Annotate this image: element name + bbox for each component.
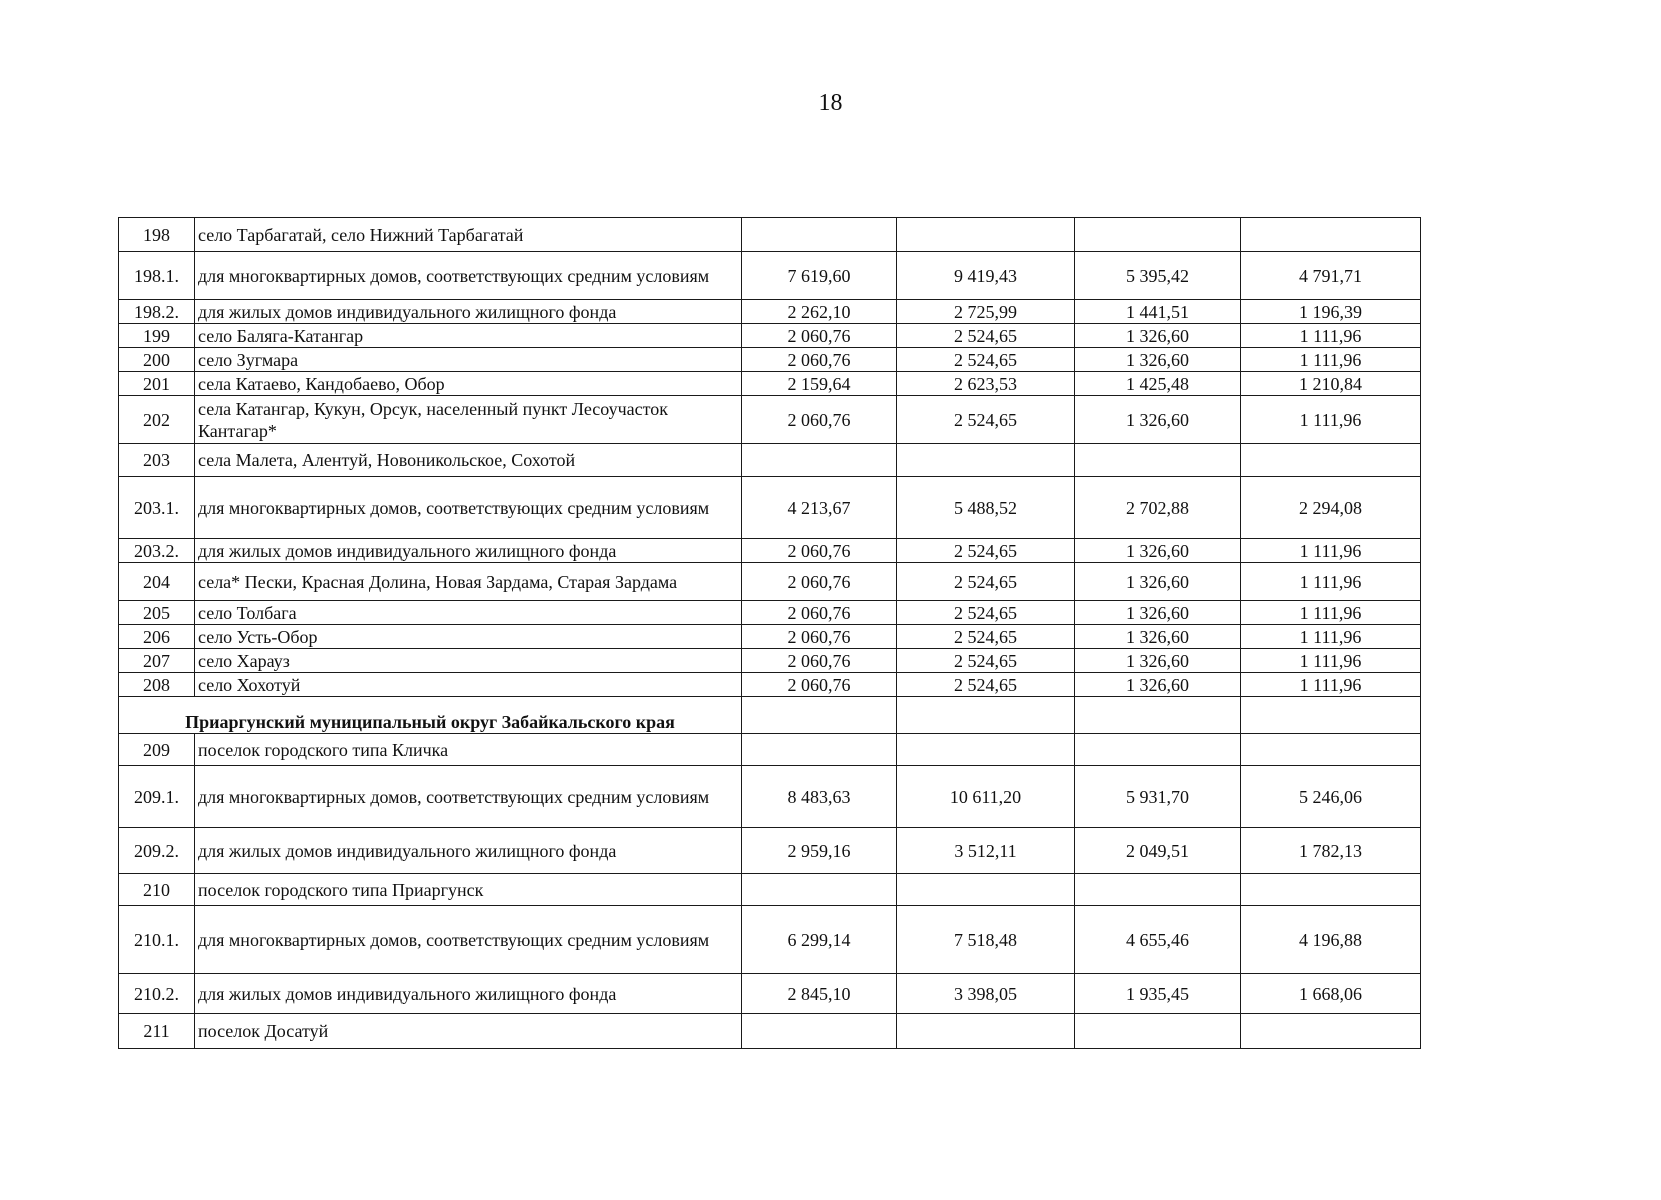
value-cell-1: 7 619,60 [742,252,897,300]
value-cell-3: 1 935,45 [1075,974,1241,1014]
settlement-name-cell: село Зугмара [195,348,742,372]
value-cell-2: 2 524,65 [897,601,1075,625]
empty-value-cell [897,697,1075,734]
value-cell-2 [897,1014,1075,1049]
empty-value-cell [1241,697,1421,734]
row-number-cell: 209.2. [119,828,195,874]
table-row [119,372,1421,396]
table-row [119,477,1421,539]
settlement-name-cell: для жилых домов индивидуального жилищного фонда [195,300,742,324]
table-row [119,1014,1421,1049]
value-cell-4 [1241,218,1421,252]
value-cell-4: 1 196,39 [1241,300,1421,324]
value-cell-4 [1241,734,1421,766]
value-cell-1: 2 060,76 [742,625,897,649]
row-number-cell: 203 [119,444,195,477]
value-cell-3 [1075,874,1241,906]
value-cell-1: 8 483,63 [742,766,897,828]
settlement-name-cell: поселок городского типа Приаргунск [195,874,742,906]
value-cell-3: 1 326,60 [1075,649,1241,673]
value-cell-3: 1 425,48 [1075,372,1241,396]
table-row [119,252,1421,300]
value-cell-3 [1075,444,1241,477]
value-cell-3: 1 326,60 [1075,539,1241,563]
row-number-cell: 206 [119,625,195,649]
value-cell-1: 2 159,64 [742,372,897,396]
settlement-name-cell: для многоквартирных домов, соответствующих средним условиям [195,766,742,828]
value-cell-4: 1 111,96 [1241,539,1421,563]
value-cell-3 [1075,218,1241,252]
row-number-cell: 209 [119,734,195,766]
value-cell-2: 5 488,52 [897,477,1075,539]
settlement-name-cell: для жилых домов индивидуального жилищного фонда [195,974,742,1014]
value-cell-1 [742,1014,897,1049]
empty-value-cell [1075,697,1241,734]
settlement-name-cell: села Малета, Алентуй, Новоникольское, Сохотой [195,444,742,477]
settlement-name-cell: села Катангар, Кукун, Орсук, населенный пункт Лесоучасток Кантагар* [195,396,742,444]
value-cell-3: 1 441,51 [1075,300,1241,324]
value-cell-4 [1241,1014,1421,1049]
table-row [119,324,1421,348]
table-row [119,218,1421,252]
value-cell-3: 4 655,46 [1075,906,1241,974]
value-cell-2: 10 611,20 [897,766,1075,828]
value-cell-4: 4 791,71 [1241,252,1421,300]
value-cell-2: 2 524,65 [897,563,1075,601]
value-cell-1: 2 262,10 [742,300,897,324]
value-cell-1: 6 299,14 [742,906,897,974]
value-cell-2: 9 419,43 [897,252,1075,300]
value-cell-3: 5 931,70 [1075,766,1241,828]
settlement-name-cell: для многоквартирных домов, соответствующих средним условиям [195,252,742,300]
settlement-name-cell: для многоквартирных домов, соответствующих средним условиям [195,477,742,539]
table-row [119,649,1421,673]
value-cell-4: 1 111,96 [1241,396,1421,444]
value-cell-2 [897,874,1075,906]
value-cell-4: 1 111,96 [1241,625,1421,649]
value-cell-2: 3 512,11 [897,828,1075,874]
row-number-cell: 202 [119,396,195,444]
value-cell-4: 1 668,06 [1241,974,1421,1014]
row-number-cell: 209.1. [119,766,195,828]
value-cell-2: 2 524,65 [897,539,1075,563]
value-cell-2 [897,734,1075,766]
value-cell-3 [1075,1014,1241,1049]
value-cell-2 [897,218,1075,252]
value-cell-3: 1 326,60 [1075,324,1241,348]
value-cell-3: 5 395,42 [1075,252,1241,300]
table-row [119,874,1421,906]
value-cell-4 [1241,874,1421,906]
value-cell-1 [742,874,897,906]
value-cell-4: 2 294,08 [1241,477,1421,539]
row-number-cell: 200 [119,348,195,372]
row-number-cell: 203.2. [119,539,195,563]
value-cell-2: 2 623,53 [897,372,1075,396]
value-cell-2: 7 518,48 [897,906,1075,974]
value-cell-2: 2 725,99 [897,300,1075,324]
value-cell-4: 1 210,84 [1241,372,1421,396]
settlement-name-cell: села Катаево, Кандобаево, Обор [195,372,742,396]
table-row [119,974,1421,1014]
section-title: Приаргунский муниципальный округ Забайкальского края [119,697,742,734]
tariff-table [118,217,1421,1049]
settlement-name-cell: село Тарбагатай, село Нижний Тарбагатай [195,218,742,252]
value-cell-3: 1 326,60 [1075,601,1241,625]
section-header-row [119,697,1421,734]
value-cell-1: 2 060,76 [742,673,897,697]
row-number-cell: 198 [119,218,195,252]
settlement-name-cell: село Усть-Обор [195,625,742,649]
table-row [119,563,1421,601]
value-cell-3: 1 326,60 [1075,563,1241,601]
row-number-cell: 198.2. [119,300,195,324]
value-cell-2: 2 524,65 [897,673,1075,697]
row-number-cell: 210.1. [119,906,195,974]
table-row [119,766,1421,828]
row-number-cell: 207 [119,649,195,673]
row-number-cell: 208 [119,673,195,697]
value-cell-1: 2 060,76 [742,563,897,601]
row-number-cell: 204 [119,563,195,601]
table-row [119,906,1421,974]
value-cell-1: 4 213,67 [742,477,897,539]
value-cell-3: 2 049,51 [1075,828,1241,874]
value-cell-4: 1 111,96 [1241,601,1421,625]
value-cell-1: 2 060,76 [742,649,897,673]
table-row [119,734,1421,766]
value-cell-2: 2 524,65 [897,348,1075,372]
row-number-cell: 201 [119,372,195,396]
settlement-name-cell: села* Пески, Красная Долина, Новая Зардама, Старая Зардама [195,563,742,601]
settlement-name-cell: для многоквартирных домов, соответствующих средним условиям [195,906,742,974]
value-cell-1: 2 060,76 [742,324,897,348]
row-number-cell: 210 [119,874,195,906]
value-cell-3: 1 326,60 [1075,673,1241,697]
settlement-name-cell: для жилых домов индивидуального жилищного фонда [195,828,742,874]
value-cell-4: 5 246,06 [1241,766,1421,828]
row-number-cell: 199 [119,324,195,348]
settlement-name-cell: село Харауз [195,649,742,673]
settlement-name-cell: для жилых домов индивидуального жилищного фонда [195,539,742,563]
value-cell-1: 2 060,76 [742,396,897,444]
value-cell-4: 1 111,96 [1241,324,1421,348]
table-row [119,444,1421,477]
table-row [119,625,1421,649]
value-cell-1 [742,444,897,477]
table-row [119,828,1421,874]
value-cell-1 [742,734,897,766]
value-cell-2 [897,444,1075,477]
value-cell-2: 2 524,65 [897,396,1075,444]
value-cell-1 [742,218,897,252]
row-number-cell: 203.1. [119,477,195,539]
value-cell-4: 4 196,88 [1241,906,1421,974]
value-cell-1: 2 845,10 [742,974,897,1014]
value-cell-2: 3 398,05 [897,974,1075,1014]
value-cell-2: 2 524,65 [897,625,1075,649]
value-cell-1: 2 060,76 [742,539,897,563]
value-cell-4: 1 782,13 [1241,828,1421,874]
table-row [119,539,1421,563]
value-cell-4: 1 111,96 [1241,649,1421,673]
row-number-cell: 205 [119,601,195,625]
value-cell-4: 1 111,96 [1241,563,1421,601]
settlement-name-cell: поселок городского типа Кличка [195,734,742,766]
table-body [119,218,1421,1049]
value-cell-4: 1 111,96 [1241,348,1421,372]
table-row [119,396,1421,444]
page-number: 18 [818,90,843,116]
value-cell-3: 2 702,88 [1075,477,1241,539]
settlement-name-cell: село Баляга-Катангар [195,324,742,348]
value-cell-3: 1 326,60 [1075,625,1241,649]
value-cell-4 [1241,444,1421,477]
value-cell-2: 2 524,65 [897,649,1075,673]
row-number-cell: 210.2. [119,974,195,1014]
value-cell-3 [1075,734,1241,766]
table-row [119,300,1421,324]
table-row [119,348,1421,372]
value-cell-1: 2 060,76 [742,601,897,625]
settlement-name-cell: село Хохотуй [195,673,742,697]
empty-value-cell [742,697,897,734]
table-row [119,601,1421,625]
table-row [119,673,1421,697]
settlement-name-cell: село Толбага [195,601,742,625]
value-cell-3: 1 326,60 [1075,396,1241,444]
settlement-name-cell: поселок Досатуй [195,1014,742,1049]
value-cell-2: 2 524,65 [897,324,1075,348]
row-number-cell: 198.1. [119,252,195,300]
value-cell-3: 1 326,60 [1075,348,1241,372]
row-number-cell: 211 [119,1014,195,1049]
value-cell-4: 1 111,96 [1241,673,1421,697]
value-cell-1: 2 060,76 [742,348,897,372]
value-cell-1: 2 959,16 [742,828,897,874]
